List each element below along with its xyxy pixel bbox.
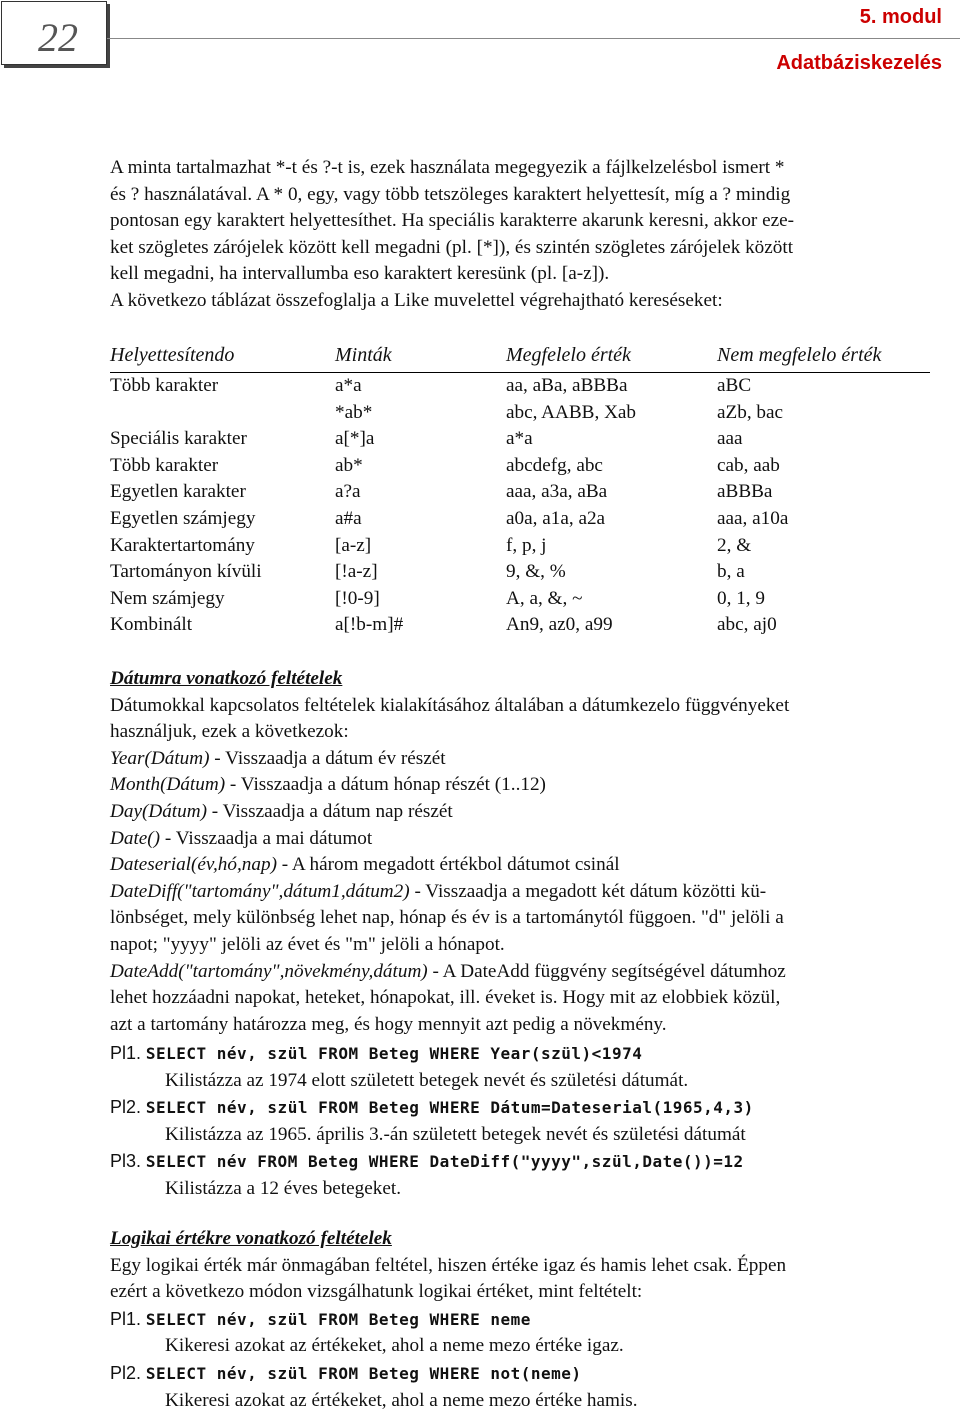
function-line (110, 772, 942, 799)
column-header: Helyettesítendo (110, 344, 235, 366)
example-desc: Kikeresi azokat az értékeket, ahol a neme mezo értéke hamis. (165, 1389, 638, 1411)
date-section (110, 666, 942, 1038)
text-line: lehet hozzáadni napokat, heteket, hónapokat, ill. éveket is. Hogy mit az elobbiek közül, (110, 987, 781, 1009)
chapter-title: Adatbáziskezelés (776, 52, 942, 74)
text-line: ket szögletes zárójelek között kell megadni (pl. [*]), és szintén szögletes zárójelek között (110, 236, 794, 258)
table-cell: aZb, bac (717, 401, 784, 423)
table-cell: Nem számjegy (110, 587, 225, 609)
table-row (110, 508, 930, 535)
table-header (110, 340, 930, 373)
table-cell: aa, aBa, aBBBa (506, 375, 628, 396)
table-row (110, 588, 930, 615)
table-cell: aBBBa (717, 481, 773, 503)
example-label: Pl2. (110, 1362, 142, 1383)
text-line: és ? használatával. A * 0, egy, vagy több tetszöleges karaktert helyettesít, míg a ? mindig (110, 183, 791, 205)
text-line: Egy logikai érték már önmagában feltétel, hiszen értéke igaz és hamis lehet csak. Éppen (110, 1254, 787, 1276)
sql-query: SELECT név, szül FROM Beteg WHERE not(neme) (145, 1363, 582, 1383)
table-cell: a#a (335, 508, 362, 529)
text-line: A következo táblázat összefoglalja a Like muvelettel végrehajtható kereséseket: (110, 289, 723, 311)
text-line: lönbséget, mely különbség lehet nap, hónap és év is a tartománytól függoen. "d" jelöli a (110, 907, 784, 929)
function-desc: - Visszaadja a dátum év részét (209, 747, 446, 769)
column-header: Minták (335, 344, 392, 366)
table-cell: [a-z] (335, 534, 372, 556)
table-cell: aaa (717, 428, 743, 450)
table-cell: b, a (717, 561, 745, 583)
table-cell: 2, & (717, 534, 752, 556)
intro-paragraph (110, 155, 942, 315)
text-line: pontosan egy karaktert helyettesíthet. Ha speciális karakterre akarunk keresni, akkor eze- (110, 210, 795, 232)
example-desc: Kilistázza a 12 éves betegeket. (165, 1177, 402, 1199)
header-rule (107, 38, 960, 39)
text-line: ezért a következo módon vizsgálhatunk logikai értéket, mint feltételt: (110, 1281, 643, 1303)
example-label: Pl1. (110, 1308, 142, 1329)
table-cell: abc, aj0 (717, 614, 777, 636)
table-cell: abcdefg, abc (506, 454, 603, 476)
example-desc: Kikeresi azokat az értékeket, ahol a neme mezo értéke igaz. (165, 1335, 624, 1357)
table-cell: An9, az0, a99 (506, 614, 613, 636)
function-desc: - Visszaadja a dátum hónap részét (1..12) (225, 774, 546, 796)
function-desc: - Visszaadja a dátum nap részét (206, 800, 453, 822)
table-cell: aaa, a10a (717, 508, 789, 529)
table-cell: Tartományon kívüli (110, 561, 262, 583)
table-row (110, 535, 930, 562)
function-name: Month(Dátum) (110, 774, 226, 796)
table-cell: Egyetlen karakter (110, 481, 246, 503)
function-name: DateAdd("tartomány",növekmény,dátum) (110, 960, 428, 982)
function-line (110, 959, 942, 986)
table-cell: a*a (506, 428, 533, 450)
function-line (110, 826, 942, 853)
function-line (110, 746, 942, 773)
column-header: Nem megfelelo érték (717, 344, 882, 366)
table-cell: Több karakter (110, 375, 219, 396)
example-desc: Kilistázza az 1974 elott született betegek nevét és születési dátumát. (165, 1069, 689, 1091)
table-cell: [!a-z] (335, 561, 378, 583)
function-line (110, 879, 942, 906)
example-label: Pl3. (110, 1151, 142, 1172)
example-line (110, 1094, 942, 1122)
sql-query: SELECT név, szül FROM Beteg WHERE Year(szül)<1974 (145, 1044, 643, 1063)
date-examples (110, 1040, 942, 1203)
table-cell: Kombinált (110, 614, 193, 636)
table-cell: a[*]a (335, 428, 375, 450)
table-cell: Karaktertartomány (110, 534, 255, 556)
page-number-box (1, 1, 107, 65)
function-name: Date() (110, 827, 161, 849)
text-line: A minta tartalmazhat *-t és ?-t is, ezek használata megegyezik a fájlkelzelésbol ismert * (110, 157, 785, 178)
table-cell: ab* (335, 454, 363, 476)
sql-query: SELECT név, szül FROM Beteg WHERE neme (145, 1309, 531, 1329)
table-cell: aaa, a3a, aBa (506, 481, 608, 503)
text-line: Dátumokkal kapcsolatos feltételek kialakításához általában a dátumkezelo függvényeket (110, 694, 790, 716)
example-line (110, 1306, 942, 1334)
table-cell: aBC (717, 375, 752, 396)
table-row (110, 402, 930, 429)
table-cell: a?a (335, 481, 361, 503)
function-name: Day(Dátum) (110, 800, 207, 822)
table-cell: A, a, &, ~ (506, 587, 583, 609)
function-line (110, 852, 942, 879)
logic-section (110, 1226, 942, 1414)
table-cell: a0a, a1a, a2a (506, 508, 606, 529)
example-label: Pl1. (110, 1043, 142, 1063)
text-line: azt a tartomány határozza meg, és hogy mennyit azt pedig a növekmény. (110, 1013, 667, 1035)
text-line: napot; "yyyy" jelöli az évet és "m" jelöli a hónapot. (110, 933, 505, 955)
table-cell: Egyetlen számjegy (110, 508, 256, 529)
section-heading: Logikai értékre vonatkozó feltételek (110, 1228, 392, 1249)
function-desc: - Visszaadja a megadott két dátum közötti kü- (409, 880, 767, 902)
table-cell: f, p, j (506, 534, 547, 556)
function-desc: - Visszaadja a mai dátumot (160, 827, 373, 849)
example-line (110, 1148, 942, 1176)
table-cell: [!0-9] (335, 587, 380, 609)
function-line (110, 799, 942, 826)
table-cell: Speciális karakter (110, 428, 247, 450)
table-row (110, 375, 930, 402)
table-cell: Több karakter (110, 454, 219, 476)
table-cell: 9, &, % (506, 561, 566, 583)
function-desc: - A DateAdd függvény segítségével dátumhoz (427, 960, 786, 982)
function-name: Dateserial(év,hó,nap) (110, 854, 277, 876)
table-cell: a[!b-m]# (335, 614, 404, 636)
module-label: 5. modul (859, 6, 942, 28)
table-cell: cab, aab (717, 454, 780, 476)
page-number: 22 (38, 15, 78, 60)
text-line: használjuk, ezek a következok: (110, 721, 349, 743)
table-row (110, 614, 930, 641)
function-name: Year(Dátum) (110, 747, 210, 769)
section-heading: Dátumra vonatkozó feltételek (110, 668, 343, 689)
column-header: Megfelelo érték (506, 344, 631, 366)
table-cell: abc, AABB, Xab (506, 401, 637, 423)
table-row (110, 455, 930, 482)
text-line: kell megadni, ha intervallumba eso karaktert keresünk (pl. [a-z]). (110, 263, 610, 285)
table-cell: *ab* (335, 401, 373, 423)
table-row (110, 561, 930, 588)
sql-query: SELECT név, szül FROM Beteg WHERE Dátum=Dateserial(1965,4,3) (145, 1098, 754, 1118)
example-line (110, 1360, 942, 1388)
example-line (110, 1040, 942, 1068)
example-label: Pl2. (110, 1097, 142, 1118)
example-desc: Kilistázza az 1965. április 3.-án született betegek nevét és születési dátumát (165, 1123, 746, 1145)
sql-query: SELECT név FROM Beteg WHERE DateDiff("yyyy",szül,Date())=12 (145, 1152, 744, 1172)
table-row (110, 481, 930, 508)
table-row (110, 428, 930, 455)
function-desc: - A három megadott értékbol dátumot csinál (276, 854, 620, 876)
table-cell: a*a (335, 375, 362, 396)
table-cell: 0, 1, 9 (717, 587, 765, 609)
function-name: DateDiff("tartomány",dátum1,dátum2) (110, 880, 410, 902)
